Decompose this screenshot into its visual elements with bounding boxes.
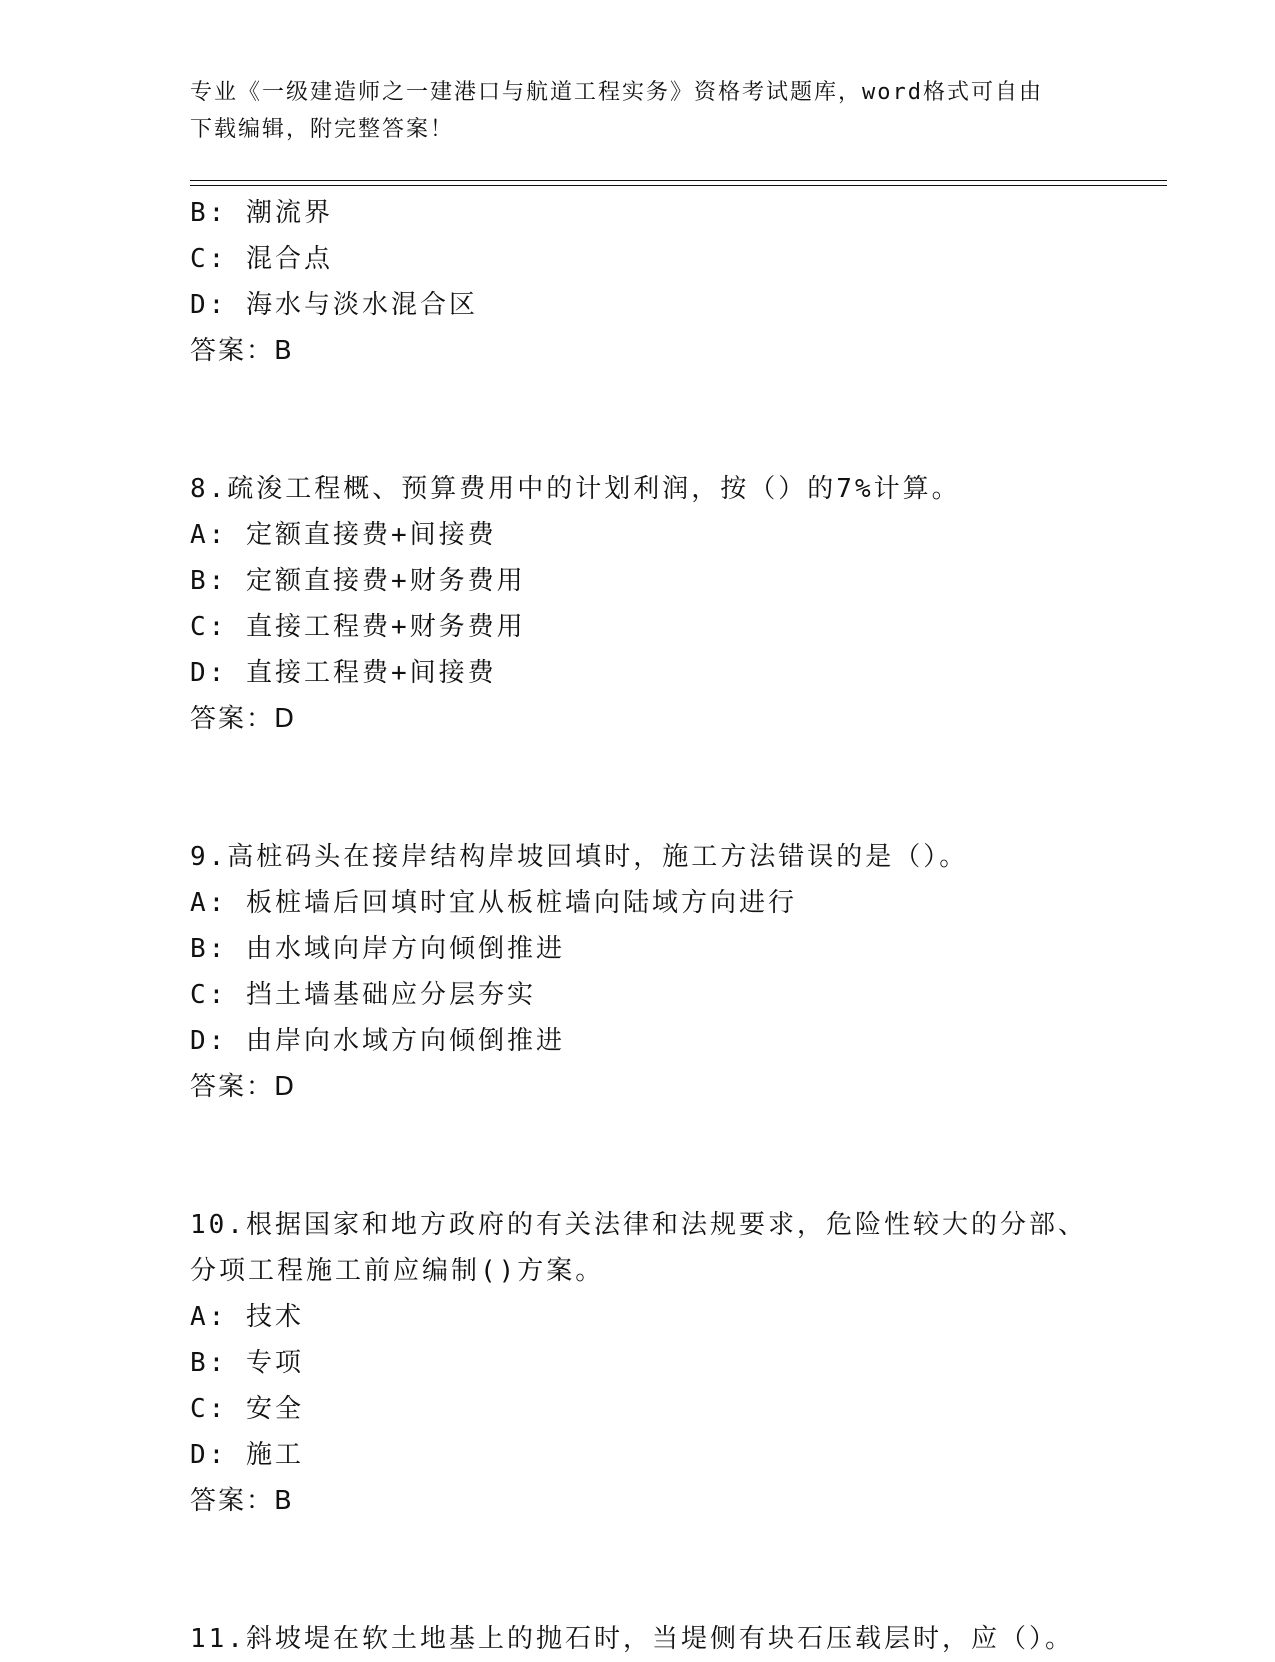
spacer (190, 1110, 1150, 1202)
question-list (190, 190, 1150, 1662)
option-b: B: 由水域向岸方向倾倒推进 (190, 934, 565, 964)
header-divider-top (190, 180, 1167, 181)
option-d: D: 海水与淡水混合区 (190, 290, 478, 320)
question-stem-line-2: 分项工程施工前应编制()方案。 (190, 1256, 605, 1286)
option-c: C: 安全 (190, 1394, 304, 1424)
question-block-10 (190, 1202, 1150, 1524)
question-block-8 (190, 466, 1150, 742)
spacer (190, 1524, 1150, 1616)
spacer (190, 374, 1150, 466)
option-d: D: 由岸向水域方向倾倒推进 (190, 1026, 565, 1056)
question-stem: 9.高桩码头在接岸结构岸坡回填时，施工方法错误的是（）。 (190, 842, 969, 872)
header-line-2: 下载编辑，附完整答案！ (190, 117, 455, 142)
answer-line: 答案：B (190, 336, 294, 366)
option-c: C: 挡土墙基础应分层夯实 (190, 980, 536, 1010)
question-block-11 (190, 1616, 1150, 1662)
header-divider-bottom (190, 185, 1167, 186)
option-a: A: 技术 (190, 1302, 304, 1332)
option-d: D: 直接工程费+间接费 (190, 658, 497, 688)
option-a: A: 定额直接费+间接费 (190, 520, 497, 550)
option-a: A: 板桩墙后回填时宜从板桩墙向陆域方向进行 (190, 888, 797, 918)
answer-line: 答案：D (190, 1072, 297, 1102)
option-b: B: 潮流界 (190, 198, 333, 228)
option-b: B: 定额直接费+财务费用 (190, 566, 526, 596)
option-c: C: 直接工程费+财务费用 (190, 612, 526, 642)
question-stem: 11.斜坡堤在软土地基上的抛石时，当堤侧有块石压载层时，应（）。 (190, 1624, 1074, 1654)
question-block-9 (190, 834, 1150, 1110)
option-c: C: 混合点 (190, 244, 333, 274)
question-block-7 (190, 190, 1150, 374)
answer-line: 答案：B (190, 1486, 294, 1516)
header-line-1: 专业《一级建造师之一建港口与航道工程实务》资格考试题库，word格式可自由 (190, 80, 1043, 105)
question-stem: 8.疏浚工程概、预算费用中的计划利润，按（）的7%计算。 (190, 474, 961, 504)
document-header (190, 74, 1090, 148)
option-d: D: 施工 (190, 1440, 304, 1470)
answer-line: 答案：D (190, 704, 297, 734)
spacer (190, 742, 1150, 834)
question-stem-line-1: 10.根据国家和地方政府的有关法律和法规要求，危险性较大的分部、 (190, 1210, 1087, 1240)
option-b: B: 专项 (190, 1348, 304, 1378)
